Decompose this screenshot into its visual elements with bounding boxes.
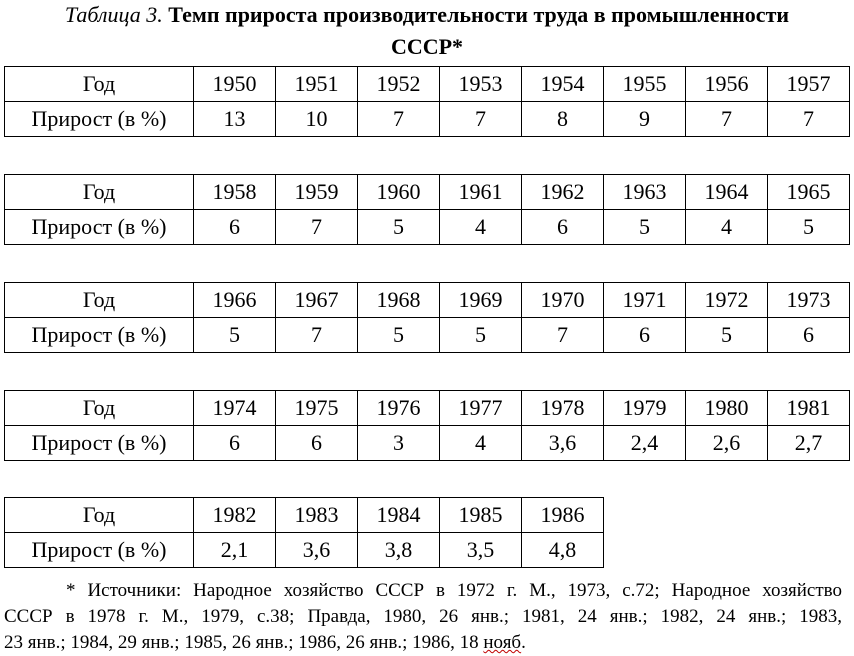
growth-cell: 7 <box>276 318 358 353</box>
growth-cell: 7 <box>358 102 440 137</box>
year-cell: 1984 <box>358 498 440 533</box>
year-cell: 1961 <box>440 175 522 210</box>
year-cell: 1972 <box>686 283 768 318</box>
year-cell: 1979 <box>604 391 686 426</box>
growth-cell: 5 <box>194 318 276 353</box>
year-cell: 1957 <box>768 67 850 102</box>
growth-table-1982-1986 <box>4 497 604 568</box>
growth-cell: 6 <box>768 318 850 353</box>
year-row <box>5 175 850 210</box>
year-cell: 1980 <box>686 391 768 426</box>
year-cell: 1965 <box>768 175 850 210</box>
growth-cell: 6 <box>194 426 276 461</box>
year-cell: 1952 <box>358 67 440 102</box>
year-cell: 1958 <box>194 175 276 210</box>
year-cell: 1960 <box>358 175 440 210</box>
year-header-cell: Год <box>5 498 194 533</box>
year-cell: 1971 <box>604 283 686 318</box>
year-cell: 1977 <box>440 391 522 426</box>
year-header-cell: Год <box>5 391 194 426</box>
growth-cell: 7 <box>686 102 768 137</box>
year-cell: 1967 <box>276 283 358 318</box>
growth-row <box>5 533 604 568</box>
year-cell: 1982 <box>194 498 276 533</box>
year-cell: 1969 <box>440 283 522 318</box>
year-cell: 1968 <box>358 283 440 318</box>
growth-cell: 4 <box>440 426 522 461</box>
growth-row <box>5 426 850 461</box>
year-cell: 1955 <box>604 67 686 102</box>
growth-cell: 7 <box>276 210 358 245</box>
year-cell: 1953 <box>440 67 522 102</box>
growth-cell: 3,6 <box>276 533 358 568</box>
year-cell: 1962 <box>522 175 604 210</box>
year-cell: 1976 <box>358 391 440 426</box>
growth-header-cell: Прирост (в %) <box>5 102 194 137</box>
sources-footnote <box>4 578 842 656</box>
growth-cell: 7 <box>440 102 522 137</box>
spellcheck-marked-word: нояб <box>483 632 522 653</box>
growth-cell: 5 <box>440 318 522 353</box>
growth-cell: 4,8 <box>522 533 604 568</box>
year-cell: 1964 <box>686 175 768 210</box>
growth-cell: 9 <box>604 102 686 137</box>
growth-cell: 5 <box>358 210 440 245</box>
growth-header-cell: Прирост (в %) <box>5 210 194 245</box>
footnote-line-3-text: 23 янв.; 1984, 29 янв.; 1985, 26 янв.; 1986, 26 янв.; 1986, 18 <box>4 632 484 653</box>
growth-cell: 7 <box>522 318 604 353</box>
growth-cell: 2,6 <box>686 426 768 461</box>
growth-cell: 10 <box>276 102 358 137</box>
growth-header-cell: Прирост (в %) <box>5 533 194 568</box>
growth-cell: 5 <box>358 318 440 353</box>
year-cell: 1959 <box>276 175 358 210</box>
growth-cell: 3 <box>358 426 440 461</box>
growth-cell: 7 <box>768 102 850 137</box>
year-row <box>5 391 850 426</box>
year-row <box>5 67 850 102</box>
growth-row <box>5 210 850 245</box>
table-caption <box>0 0 854 30</box>
year-cell: 1986 <box>522 498 604 533</box>
footnote-line-3-end: . <box>521 632 526 653</box>
growth-header-cell: Прирост (в %) <box>5 426 194 461</box>
growth-cell: 2,1 <box>194 533 276 568</box>
growth-cell: 2,4 <box>604 426 686 461</box>
growth-cell: 5 <box>686 318 768 353</box>
year-cell: 1954 <box>522 67 604 102</box>
year-cell: 1981 <box>768 391 850 426</box>
footnote-line-1: * Источники: Народное хозяйство СССР в 1972 г. М., 1973, с.72; Народное хозяйство <box>66 580 842 601</box>
year-cell: 1983 <box>276 498 358 533</box>
growth-row <box>5 102 850 137</box>
year-cell: 1985 <box>440 498 522 533</box>
year-cell: 1963 <box>604 175 686 210</box>
growth-cell: 13 <box>194 102 276 137</box>
caption-prefix: Таблица 3. <box>64 2 163 27</box>
footnote-line-2: СССР в 1978 г. М., 1979, с.38; Правда, 1980, 26 янв.; 1981, 24 янв.; 1982, 24 янв.; 1983, <box>4 606 842 627</box>
growth-table-1950-1957 <box>4 66 850 137</box>
year-header-cell: Год <box>5 283 194 318</box>
growth-cell: 3,8 <box>358 533 440 568</box>
year-cell: 1950 <box>194 67 276 102</box>
growth-cell: 5 <box>768 210 850 245</box>
caption-title-line2: СССР* <box>390 34 464 59</box>
growth-table-1966-1973 <box>4 282 850 353</box>
growth-cell: 4 <box>686 210 768 245</box>
year-row <box>5 498 604 533</box>
growth-row <box>5 318 850 353</box>
growth-cell: 6 <box>194 210 276 245</box>
year-cell: 1974 <box>194 391 276 426</box>
growth-cell: 4 <box>440 210 522 245</box>
year-cell: 1975 <box>276 391 358 426</box>
year-cell: 1956 <box>686 67 768 102</box>
year-row <box>5 283 850 318</box>
caption-title: Темп прироста производительности труда в промышленности <box>168 2 790 27</box>
growth-header-cell: Прирост (в %) <box>5 318 194 353</box>
growth-cell: 6 <box>522 210 604 245</box>
year-header-cell: Год <box>5 67 194 102</box>
growth-cell: 6 <box>604 318 686 353</box>
growth-table-1974-1981 <box>4 390 850 461</box>
growth-table-1958-1965 <box>4 174 850 245</box>
year-cell: 1973 <box>768 283 850 318</box>
growth-cell: 5 <box>604 210 686 245</box>
year-cell: 1970 <box>522 283 604 318</box>
year-cell: 1951 <box>276 67 358 102</box>
growth-cell: 6 <box>276 426 358 461</box>
growth-cell: 3,6 <box>522 426 604 461</box>
footnote-line-3 <box>4 632 526 653</box>
year-cell: 1966 <box>194 283 276 318</box>
growth-cell: 3,5 <box>440 533 522 568</box>
year-cell: 1978 <box>522 391 604 426</box>
growth-cell: 8 <box>522 102 604 137</box>
year-header-cell: Год <box>5 175 194 210</box>
growth-cell: 2,7 <box>768 426 850 461</box>
